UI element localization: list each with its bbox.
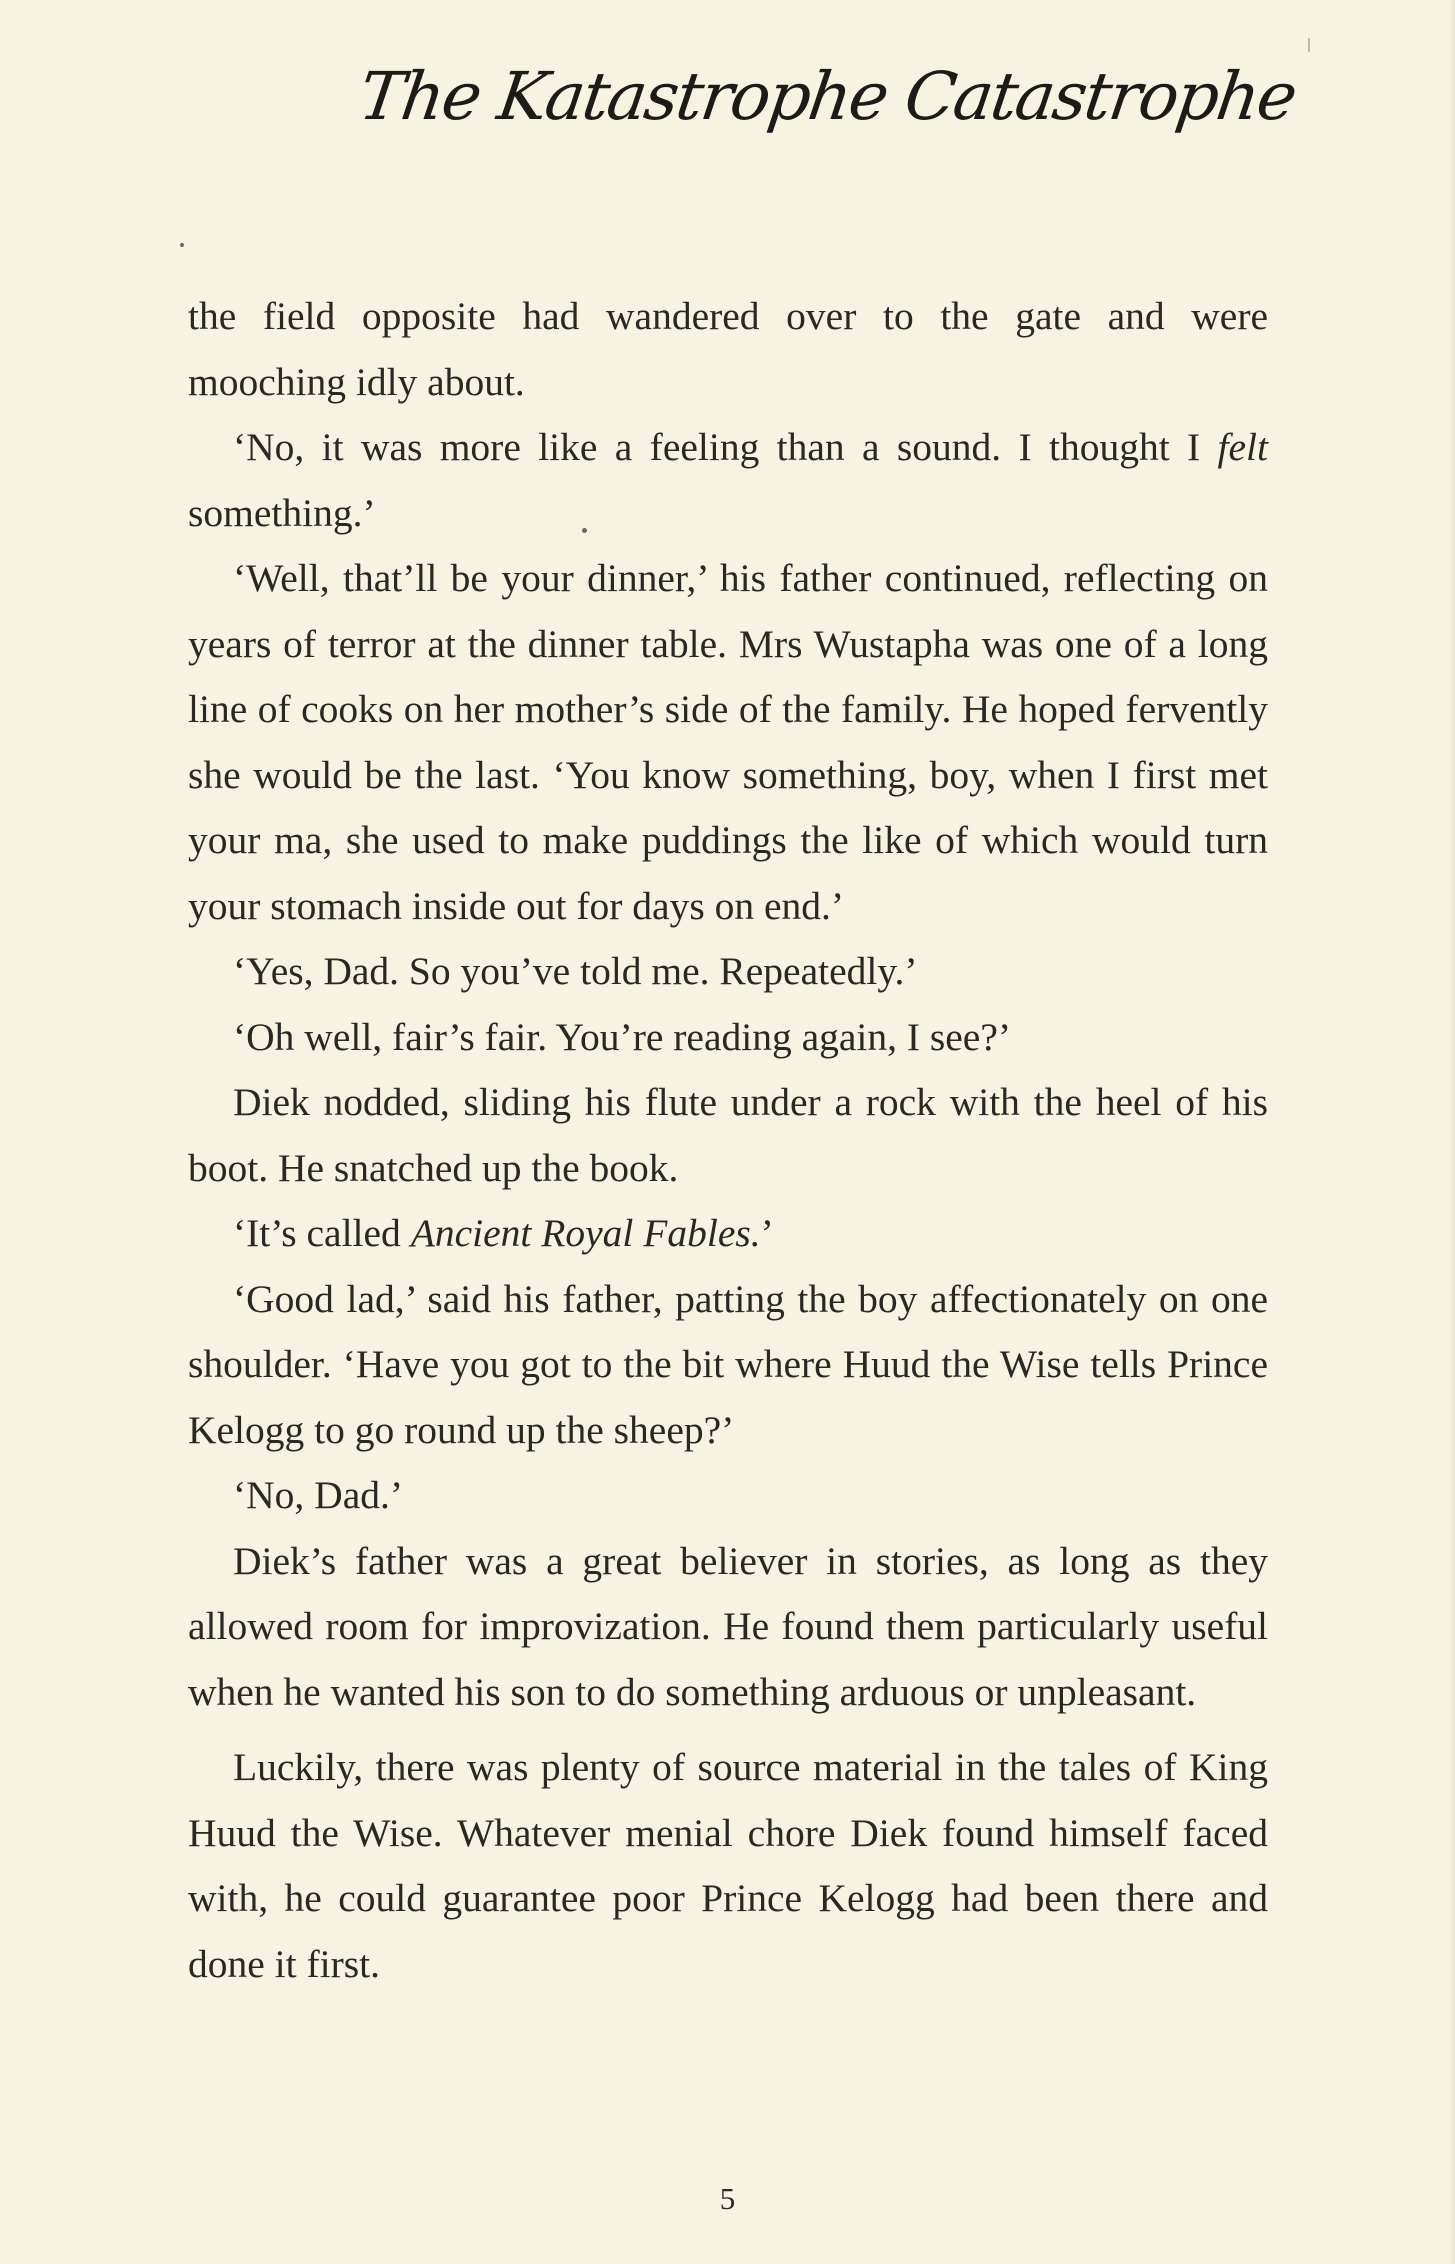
paragraph-6: Diek nodded, sliding his flute under a rock with the heel of his boot. He snatched up the book. — [188, 1080, 1268, 1190]
paragraph-2-text-b: something.’ — [188, 490, 376, 535]
page-edge-shadow — [1449, 0, 1455, 2264]
paragraph-7 — [188, 1201, 1268, 1267]
print-speck — [582, 528, 587, 533]
page-number: 5 — [719, 2181, 736, 2216]
paragraph-7-text-b: ’ — [760, 1211, 774, 1255]
paragraph-8: ‘Good lad,’ said his father, patting the boy affectionately on one shoulder. ‘Have you got to the bit where Huud the Wise tells Prince Kelogg to go round up the sheep?’ — [188, 1276, 1268, 1452]
paragraph-5: ‘Oh well, fair’s fair. You’re reading again, I see?’ — [233, 1014, 1012, 1059]
paragraph-7-book-title: Ancient Royal Fables. — [410, 1211, 761, 1255]
paragraph-11: Luckily, there was plenty of source material in the tales of King Huud the Wise. Whatever menial chore Diek found himself faced with, he could guarantee poor Prince Kelogg had been there and done it first. — [188, 1745, 1268, 1986]
paragraph-10: Diek’s father was a great believer in stories, as long as they allowed room for improvization. He found them particularly useful when he wanted his son to do something arduous or unpleasant. — [188, 1538, 1268, 1714]
paragraph-1: the field opposite had wandered over to the gate and were mooching idly about. — [188, 294, 1268, 404]
paragraph-2-emphasis: felt — [1217, 425, 1268, 469]
paragraph-3: ‘Well, that’ll be your dinner,’ his father continued, reflecting on years of terror at the dinner table. Mrs Wustapha was one of a long line of cooks on her mother’s side of the family. He hoped fervently she would be the last. ‘You know something, boy, when I first met your ma, she used to make puddings the like of which would turn your stomach inside out for days on end.’ — [188, 556, 1268, 928]
print-speck — [1308, 38, 1310, 52]
paragraph-4: ‘Yes, Dad. So you’ve told me. Repeatedly.’ — [233, 949, 918, 993]
paragraph-9: ‘No, Dad.’ — [233, 1473, 404, 1517]
paragraph-2 — [188, 415, 1268, 546]
page-body — [188, 284, 1268, 1997]
paragraph-7-text-a: ‘It’s called — [233, 1211, 411, 1255]
paragraph-2-text-a: ‘No, it was more like a feeling than a sound. I thought I — [233, 425, 1218, 469]
print-speck — [180, 243, 184, 247]
running-title: The Katastrophe Catastrophe — [354, 58, 1301, 135]
